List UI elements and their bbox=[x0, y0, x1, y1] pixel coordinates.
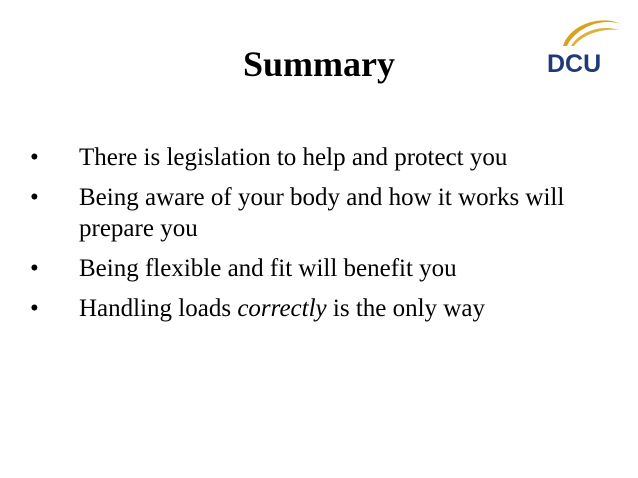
bullet-text-prefix: Handling loads bbox=[79, 295, 238, 322]
bullet-item bbox=[30, 182, 590, 244]
bullet-text: There is legislation to help and protect you bbox=[79, 144, 508, 171]
bullet-text-suffix: is the only way bbox=[326, 295, 485, 322]
bullet-dot-icon: • bbox=[30, 184, 39, 211]
logo-text: DCU bbox=[547, 50, 602, 78]
dcu-logo bbox=[541, 16, 623, 78]
bullet-item bbox=[30, 142, 590, 173]
bullet-emphasis: correctly bbox=[237, 295, 327, 322]
bullet-text: Being flexible and fit will benefit you bbox=[79, 255, 457, 282]
bullet-dot-icon: • bbox=[30, 144, 39, 171]
slide-title: Summary bbox=[243, 44, 395, 84]
bullet-text: Being aware of your body and how it works will prepare you bbox=[79, 184, 565, 242]
bullet-list bbox=[30, 142, 590, 333]
bullet-dot-icon: • bbox=[30, 295, 39, 322]
bullet-item bbox=[30, 253, 590, 284]
bullet-item bbox=[30, 293, 590, 324]
bullet-dot-icon: • bbox=[30, 255, 39, 282]
